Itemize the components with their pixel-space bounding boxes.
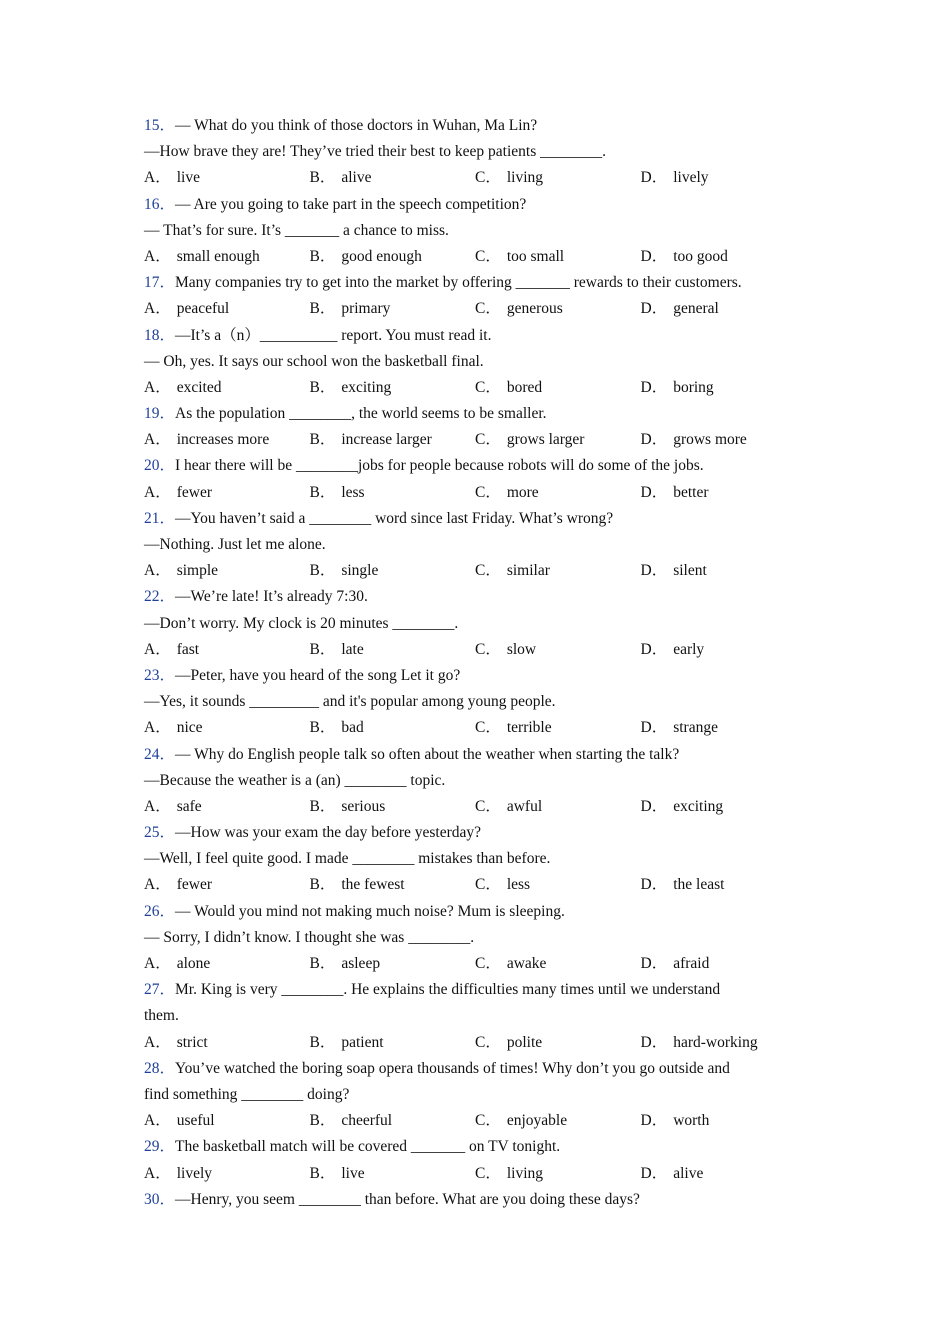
question-text: —How was your exam the day before yesterday?: [175, 824, 482, 842]
answer-option[interactable]: [144, 1030, 310, 1056]
answer-option[interactable]: [475, 951, 641, 977]
answer-option[interactable]: [144, 637, 310, 663]
answer-option[interactable]: [310, 480, 476, 506]
answer-option[interactable]: [310, 1108, 476, 1134]
answer-option[interactable]: [144, 715, 310, 741]
question-text: —Because the weather is a (an) ________ topic.: [144, 771, 446, 789]
answer-option[interactable]: [310, 558, 476, 584]
option-letter: A．: [144, 876, 171, 894]
question-text: — Oh, yes. It says our school won the basketball final.: [144, 352, 484, 370]
question-stem: [144, 1134, 799, 1160]
answer-options: [144, 558, 799, 584]
answer-options: [144, 375, 799, 401]
option-letter: A．: [144, 640, 171, 658]
option-letter: B．: [309, 431, 336, 449]
answer-option[interactable]: [641, 558, 707, 584]
question-line: [144, 218, 799, 244]
question-line: [144, 1082, 799, 1108]
answer-option[interactable]: [475, 244, 641, 270]
option-letter: D．: [640, 955, 668, 972]
answer-options: [144, 1108, 799, 1134]
option-letter: B．: [309, 640, 336, 658]
question-text: find something ________ doing?: [144, 1085, 350, 1103]
question-number: 28．: [144, 1059, 176, 1077]
option-letter: D．: [640, 797, 668, 815]
answer-options: [144, 165, 799, 191]
question-text: — Why do English people talk so often about the weather when starting the talk?: [175, 745, 680, 763]
question-item: [144, 820, 799, 899]
question-stem: [144, 820, 799, 846]
option-letter: A．: [144, 797, 171, 815]
question-stem: [144, 113, 799, 139]
option-letter: D．: [640, 300, 668, 318]
option-letter: D．: [640, 562, 668, 580]
question-text: — That’s for sure. It’s _______ a chance to miss.: [144, 221, 449, 239]
question-text: —Henry, you seem ________ than before. What are you doing these days?: [175, 1190, 640, 1208]
question-number: 17．: [144, 274, 176, 292]
question-text: I hear there will be ________jobs for people because robots will do some of the jobs.: [175, 457, 704, 475]
option-text: hard-working: [673, 1033, 758, 1051]
answer-option[interactable]: [144, 244, 310, 270]
question-item: [144, 1134, 799, 1186]
option-letter: C．: [475, 1164, 501, 1182]
option-letter: D．: [640, 719, 668, 737]
question-stem: [144, 899, 799, 925]
answer-options: [144, 872, 799, 898]
option-text: less: [506, 876, 531, 894]
option-text: exciting: [341, 378, 392, 396]
question-number: 22．: [144, 588, 176, 606]
question-line: [144, 532, 799, 558]
option-text: generous: [506, 300, 563, 318]
option-text: silent: [673, 562, 707, 580]
answer-option[interactable]: [641, 480, 709, 506]
question-stem: [144, 506, 799, 532]
option-letter: D．: [640, 1033, 668, 1051]
option-text: good enough: [341, 247, 422, 265]
question-text: — Sorry, I didn’t know. I thought she was ________.: [144, 928, 475, 946]
option-text: fewer: [176, 876, 212, 894]
option-text: late: [341, 640, 364, 658]
answer-option[interactable]: [310, 951, 476, 977]
answer-option[interactable]: [475, 375, 641, 401]
option-text: less: [341, 483, 365, 501]
option-letter: D．: [640, 169, 668, 187]
option-text: lively: [673, 169, 709, 187]
answer-option[interactable]: [310, 637, 476, 663]
answer-option[interactable]: [310, 244, 476, 270]
question-item: [144, 506, 799, 585]
question-item: [144, 270, 799, 322]
answer-options: [144, 1161, 799, 1187]
question-line: [144, 925, 799, 951]
option-text: live: [176, 169, 200, 187]
answer-option[interactable]: [144, 480, 310, 506]
question-item: [144, 977, 799, 1056]
option-letter: C．: [475, 1112, 501, 1130]
option-text: slow: [506, 640, 537, 658]
answer-option[interactable]: [475, 558, 641, 584]
option-text: alone: [176, 955, 211, 972]
option-text: terrible: [506, 719, 552, 737]
question-item: [144, 323, 799, 402]
option-letter: C．: [475, 797, 501, 815]
question-number: 18．: [144, 326, 176, 344]
option-letter: B．: [309, 797, 336, 815]
option-letter: C．: [475, 719, 501, 737]
option-letter: A．: [144, 1112, 171, 1130]
answer-option[interactable]: [310, 794, 476, 820]
option-text: serious: [341, 797, 386, 815]
answer-option[interactable]: [641, 1161, 704, 1187]
question-text: —Peter, have you heard of the song Let it go?: [175, 666, 461, 684]
answer-option[interactable]: [475, 427, 641, 453]
option-text: general: [673, 300, 719, 318]
question-line: [144, 846, 799, 872]
option-letter: D．: [640, 876, 668, 894]
option-letter: C．: [475, 300, 501, 318]
answer-option[interactable]: [475, 794, 641, 820]
question-number: 16．: [144, 195, 176, 213]
answer-option[interactable]: [144, 794, 310, 820]
answer-option[interactable]: [475, 480, 641, 506]
option-letter: C．: [475, 431, 501, 449]
option-text: live: [341, 1164, 365, 1182]
option-letter: D．: [640, 247, 668, 265]
question-item: [144, 899, 799, 978]
question-line: [144, 611, 799, 637]
option-letter: B．: [309, 955, 336, 972]
answer-option[interactable]: [475, 165, 641, 191]
question-text: —You haven’t said a ________ word since last Friday. What’s wrong?: [175, 509, 614, 527]
option-text: single: [341, 562, 379, 580]
question-line: [144, 689, 799, 715]
question-item: [144, 113, 799, 192]
answer-options: [144, 637, 799, 663]
option-text: bad: [341, 719, 364, 737]
option-letter: B．: [309, 483, 336, 501]
answer-options: [144, 244, 799, 270]
question-text: —It’s a（n）__________ report. You must read it.: [175, 326, 492, 344]
answer-option[interactable]: [310, 296, 476, 322]
option-letter: A．: [144, 955, 171, 972]
option-letter: B．: [309, 1164, 336, 1182]
question-stem: [144, 742, 799, 768]
question-item: [144, 584, 799, 663]
option-text: patient: [341, 1033, 384, 1051]
answer-options: [144, 794, 799, 820]
question-text: —Well, I feel quite good. I made ________ mistakes than before.: [144, 850, 551, 868]
question-number: 26．: [144, 902, 176, 920]
answer-option[interactable]: [310, 165, 476, 191]
answer-option[interactable]: [641, 637, 705, 663]
option-text: bored: [506, 378, 543, 396]
option-text: simple: [176, 562, 219, 580]
answer-option[interactable]: [641, 1108, 710, 1134]
option-letter: A．: [144, 1164, 171, 1182]
answer-option[interactable]: [144, 872, 310, 898]
option-text: grows more: [673, 431, 747, 449]
question-item: [144, 742, 799, 821]
question-number: 19．: [144, 405, 176, 423]
option-text: grows larger: [506, 431, 585, 449]
answer-option[interactable]: [144, 1161, 310, 1187]
answer-option[interactable]: [475, 1108, 641, 1134]
question-text: Many companies try to get into the market by offering _______ rewards to their customers.: [175, 274, 742, 292]
option-letter: A．: [144, 247, 171, 265]
option-text: awake: [506, 955, 547, 972]
question-text: —Nothing. Just let me alone.: [144, 536, 326, 553]
option-letter: C．: [475, 483, 501, 501]
option-text: strict: [176, 1033, 208, 1051]
question-text: — Are you going to take part in the speech competition?: [175, 195, 527, 213]
option-text: the least: [673, 876, 725, 894]
answer-option[interactable]: [641, 427, 747, 453]
answer-option[interactable]: [310, 872, 476, 898]
question-item: [144, 453, 799, 505]
option-text: living: [506, 1164, 544, 1182]
option-text: too good: [673, 247, 728, 265]
answer-option[interactable]: [475, 1161, 641, 1187]
answer-option[interactable]: [144, 427, 310, 453]
question-stem: [144, 401, 799, 427]
question-number: 20．: [144, 457, 176, 475]
answer-options: [144, 427, 799, 453]
question-number: 23．: [144, 666, 176, 684]
option-text: alive: [673, 1164, 704, 1182]
option-letter: A．: [144, 719, 171, 737]
option-text: similar: [506, 562, 550, 580]
option-letter: A．: [144, 483, 171, 501]
option-text: worth: [673, 1112, 710, 1130]
question-item: [144, 663, 799, 742]
option-letter: D．: [640, 1112, 668, 1130]
option-letter: C．: [475, 562, 501, 580]
question-number: 29．: [144, 1138, 176, 1156]
question-stem: [144, 453, 799, 479]
question-line: [144, 349, 799, 375]
question-text: — Would you mind not making much noise? Mum is sleeping.: [175, 902, 565, 920]
question-number: 30．: [144, 1190, 176, 1208]
question-stem: [144, 584, 799, 610]
answer-option[interactable]: [641, 794, 724, 820]
question-text: As the population ________, the world seems to be smaller.: [175, 405, 547, 423]
question-number: 21．: [144, 509, 176, 527]
answer-option[interactable]: [144, 1108, 310, 1134]
answer-option[interactable]: [475, 872, 641, 898]
option-letter: D．: [640, 640, 668, 658]
answer-options: [144, 296, 799, 322]
option-letter: D．: [640, 431, 668, 449]
answer-option[interactable]: [641, 1030, 758, 1056]
answer-options: [144, 1030, 799, 1056]
option-letter: A．: [144, 1033, 171, 1051]
question-text: —How brave they are! They’ve tried their best to keep patients ________.: [144, 143, 606, 161]
question-list: [144, 113, 799, 1213]
option-letter: B．: [309, 719, 336, 737]
option-text: exciting: [673, 797, 724, 815]
option-text: polite: [506, 1033, 543, 1051]
option-text: awful: [506, 797, 543, 815]
answer-option[interactable]: [310, 375, 476, 401]
question-text: — What do you think of those doctors in Wuhan, Ma Lin?: [175, 117, 538, 134]
answer-option[interactable]: [641, 165, 709, 191]
question-text: —Don’t worry. My clock is 20 minutes ________.: [144, 614, 459, 632]
question-number: 24．: [144, 745, 176, 763]
answer-option[interactable]: [144, 558, 310, 584]
option-text: primary: [341, 300, 391, 318]
question-item: [144, 401, 799, 453]
option-text: boring: [673, 378, 714, 396]
option-text: excited: [176, 378, 222, 396]
answer-option[interactable]: [641, 872, 725, 898]
answer-option[interactable]: [144, 296, 310, 322]
question-stem: [144, 1056, 799, 1082]
option-letter: C．: [475, 955, 501, 972]
option-text: strange: [673, 719, 718, 737]
answer-option[interactable]: [641, 715, 718, 741]
option-letter: C．: [475, 876, 501, 894]
question-line: [144, 768, 799, 794]
option-letter: D．: [640, 483, 668, 501]
option-text: lively: [176, 1164, 213, 1182]
option-text: afraid: [673, 955, 710, 972]
answer-option[interactable]: [641, 951, 710, 977]
question-text: Mr. King is very ________. He explains the difficulties many times until we understand: [175, 981, 721, 999]
answer-option[interactable]: [475, 715, 641, 741]
question-stem: [144, 977, 799, 1003]
answer-option[interactable]: [641, 296, 719, 322]
question-text: them.: [144, 1007, 179, 1025]
option-letter: A．: [144, 562, 171, 580]
answer-option[interactable]: [144, 375, 310, 401]
question-stem: [144, 1187, 799, 1213]
option-letter: B．: [309, 300, 336, 318]
option-text: better: [673, 483, 709, 501]
question-line: [144, 139, 799, 165]
option-letter: B．: [309, 247, 336, 265]
option-letter: C．: [475, 1033, 501, 1051]
option-text: living: [506, 169, 544, 187]
option-text: small enough: [176, 247, 260, 265]
answer-option[interactable]: [310, 1161, 476, 1187]
answer-option[interactable]: [475, 1030, 641, 1056]
question-line: [144, 1003, 799, 1029]
option-text: safe: [176, 797, 202, 815]
option-text: asleep: [341, 955, 381, 972]
answer-option[interactable]: [475, 637, 641, 663]
answer-options: [144, 951, 799, 977]
question-number: 27．: [144, 981, 176, 999]
answer-option[interactable]: [310, 715, 476, 741]
question-item: [144, 1056, 799, 1135]
option-text: increases more: [176, 431, 270, 449]
answer-option[interactable]: [641, 244, 728, 270]
question-text: —Yes, it sounds _________ and it's popular among young people.: [144, 693, 556, 711]
option-text: cheerful: [341, 1112, 393, 1130]
option-letter: B．: [309, 1033, 336, 1051]
option-text: nice: [176, 719, 203, 737]
option-text: too small: [506, 247, 565, 265]
answer-option[interactable]: [310, 427, 476, 453]
question-stem: [144, 192, 799, 218]
option-text: increase larger: [341, 431, 432, 449]
option-letter: B．: [309, 169, 336, 187]
option-letter: A．: [144, 300, 171, 318]
option-letter: B．: [309, 378, 336, 396]
answer-option[interactable]: [144, 951, 310, 977]
option-text: alive: [341, 169, 372, 187]
option-letter: A．: [144, 169, 171, 187]
option-text: peaceful: [176, 300, 230, 318]
option-letter: B．: [309, 562, 336, 580]
question-text: You’ve watched the boring soap opera thousands of times! Why don’t you go outside and: [175, 1059, 730, 1077]
option-letter: C．: [475, 169, 501, 187]
option-text: useful: [176, 1112, 215, 1130]
answer-option[interactable]: [475, 296, 641, 322]
question-stem: [144, 663, 799, 689]
question-item: [144, 192, 799, 271]
option-text: enjoyable: [506, 1112, 568, 1130]
option-letter: A．: [144, 431, 171, 449]
question-item: [144, 1187, 799, 1213]
answer-options: [144, 480, 799, 506]
option-letter: B．: [309, 1112, 336, 1130]
answer-option[interactable]: [641, 375, 714, 401]
answer-options: [144, 715, 799, 741]
option-letter: C．: [475, 247, 501, 265]
answer-option[interactable]: [144, 165, 310, 191]
option-text: the fewest: [341, 876, 405, 894]
question-number: 15．: [144, 117, 176, 134]
option-text: fewer: [176, 483, 212, 501]
answer-option[interactable]: [310, 1030, 476, 1056]
question-text: —We’re late! It’s already 7:30.: [175, 588, 368, 606]
question-stem: [144, 323, 799, 349]
question-stem: [144, 270, 799, 296]
option-letter: C．: [475, 640, 501, 658]
question-text: The basketball match will be covered _______ on TV tonight.: [175, 1138, 561, 1156]
option-text: fast: [176, 640, 200, 658]
option-text: early: [673, 640, 705, 658]
option-text: more: [506, 483, 539, 501]
question-number: 25．: [144, 824, 176, 842]
option-letter: A．: [144, 378, 171, 396]
option-letter: D．: [640, 378, 668, 396]
option-letter: B．: [309, 876, 336, 894]
option-letter: D．: [640, 1164, 668, 1182]
option-letter: C．: [475, 378, 501, 396]
